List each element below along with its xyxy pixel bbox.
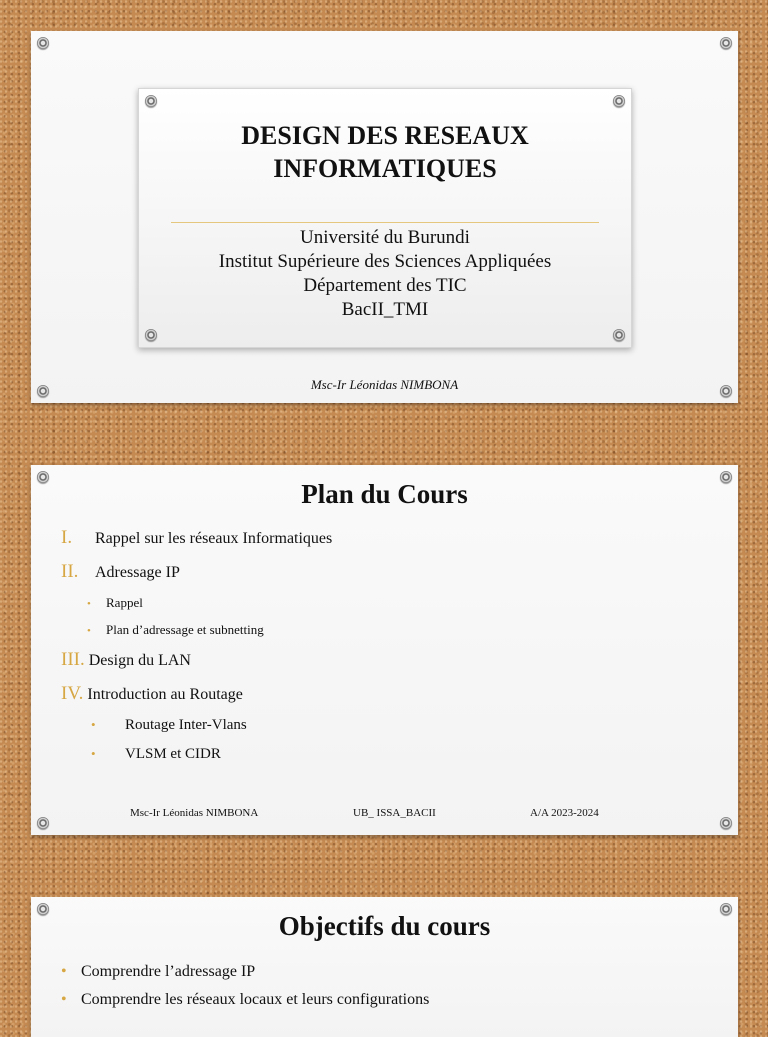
- objective-item: [61, 963, 721, 981]
- pin-icon: [145, 329, 157, 341]
- outline-item: [61, 561, 701, 583]
- sub-item-text: Plan d’adressage et subnetting: [106, 622, 264, 637]
- title-line: DESIGN DES RESEAUX: [241, 121, 529, 150]
- footer-author: Msc-Ir Léonidas NIMBONA: [130, 807, 259, 819]
- item-text: Introduction au Routage: [87, 686, 243, 703]
- item-text: Rappel sur les réseaux Informatiques: [95, 530, 333, 547]
- title-divider: [171, 222, 599, 223]
- item-number: IV.: [61, 683, 84, 704]
- bullet-icon: •: [87, 625, 91, 637]
- objectives-list: [61, 963, 721, 1019]
- presentation-subtitle: [139, 226, 631, 322]
- footer-year: A/A 2023-2024: [530, 807, 599, 819]
- pin-icon: [613, 95, 625, 107]
- sub-item: [91, 746, 701, 763]
- item-number: I.: [61, 527, 73, 548]
- sub-item-text: Routage Inter-Vlans: [125, 717, 247, 733]
- title-card: [138, 88, 632, 348]
- pin-icon: [720, 817, 732, 829]
- footer-course: UB_ ISSA_BACII: [353, 807, 436, 819]
- pin-icon: [145, 95, 157, 107]
- bullet-icon: •: [87, 598, 91, 610]
- outline-slide: [31, 465, 738, 835]
- outline-list: [61, 527, 701, 775]
- bullet-icon: •: [61, 963, 67, 980]
- bullet-icon: •: [91, 746, 96, 761]
- pin-icon: [720, 37, 732, 49]
- outline-item: [61, 527, 701, 549]
- objectives-slide: [31, 897, 738, 1037]
- author-name: Msc-Ir Léonidas NIMBONA: [310, 377, 459, 392]
- sub-item-text: VLSM et CIDR: [125, 746, 221, 762]
- sub-item: [87, 622, 701, 638]
- objective-text: Comprendre les réseaux locaux et leurs configurations: [81, 991, 430, 1008]
- outline-item: [61, 649, 701, 671]
- subtitle-line: Département des TIC: [303, 275, 467, 296]
- title-slide: [31, 31, 738, 403]
- sub-item: [91, 717, 701, 734]
- sub-item: [87, 595, 701, 611]
- slide-title: Objectifs du cours: [278, 911, 491, 941]
- bullet-icon: •: [91, 717, 96, 732]
- pin-icon: [37, 37, 49, 49]
- item-number: III.: [61, 649, 85, 670]
- pin-icon: [37, 817, 49, 829]
- subtitle-line: BacII_TMI: [341, 299, 429, 320]
- sub-item-text: Rappel: [106, 595, 143, 610]
- title-line: INFORMATIQUES: [273, 154, 497, 183]
- outline-item: [61, 683, 701, 705]
- subtitle-line: Université du Burundi: [300, 227, 470, 248]
- subtitle-line: Institut Supérieure des Sciences Appliquées: [218, 251, 552, 272]
- objective-text: Comprendre l’adressage IP: [81, 963, 256, 980]
- item-text: Design du LAN: [88, 652, 191, 669]
- presentation-title: [139, 119, 631, 185]
- objective-item: [61, 991, 721, 1009]
- pin-icon: [613, 329, 625, 341]
- item-number: II.: [61, 561, 79, 582]
- bullet-icon: •: [61, 991, 67, 1008]
- item-text: Adressage IP: [95, 564, 180, 581]
- slide-title: Plan du Cours: [301, 479, 468, 509]
